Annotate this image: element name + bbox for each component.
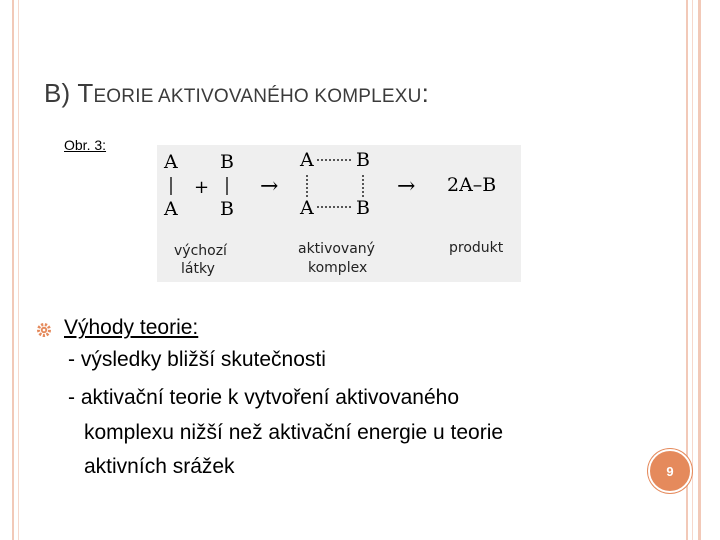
advantage-line-1: - výsledky bližší skutečnosti [68,348,326,371]
fig-arrow-1: → [260,174,279,199]
fig-top-left-a: A [164,151,178,173]
advantage-line-2: - aktivační teorie k vytvoření aktivovaného [68,386,460,409]
fig-bottom-mid-b: B [356,197,370,219]
right-border-line-outer [698,0,701,540]
fig-top-mid-b: B [356,149,370,171]
advantages-heading: Výhody teorie: [64,316,199,339]
fig-label-complex-1: aktivovaný [298,241,375,257]
title-rest: EORIE AKTIVOVANÉHO KOMPLEXU [93,86,422,107]
gear-bullet-icon [36,322,52,338]
reaction-figure [157,145,521,282]
left-border-line [12,0,14,540]
fig-top-mid-a: A [300,149,314,171]
right-border-line-thin [692,0,693,540]
advantage-line-4: aktivních srážek [84,455,235,478]
title-prefix: B) T [44,78,94,108]
fig-label-product: produkt [449,240,504,256]
fig-arrow-2: → [397,174,416,199]
left-border-line-thin [18,0,19,540]
page-number-badge: 9 [648,449,692,493]
figure-caption: Obr. 3: [64,137,107,153]
fig-label-reactants-1: výchozí [174,243,227,259]
fig-top-left-b: B [220,151,234,173]
fig-label-complex-2: komplex [308,260,368,276]
fig-bottom-left-b: B [220,198,234,220]
fig-label-reactants-2: látky [181,261,215,277]
slide-title [44,78,429,109]
fig-bottom-left-a: A [164,198,178,220]
fig-bottom-mid-a: A [300,197,314,219]
fig-product: 2A–B [447,174,497,196]
advantage-line-3: komplexu nižší než aktivační energie u teorie [84,421,504,444]
fig-plus: + [194,177,210,198]
title-colon: : [421,78,430,108]
reaction-diagram [157,145,521,282]
